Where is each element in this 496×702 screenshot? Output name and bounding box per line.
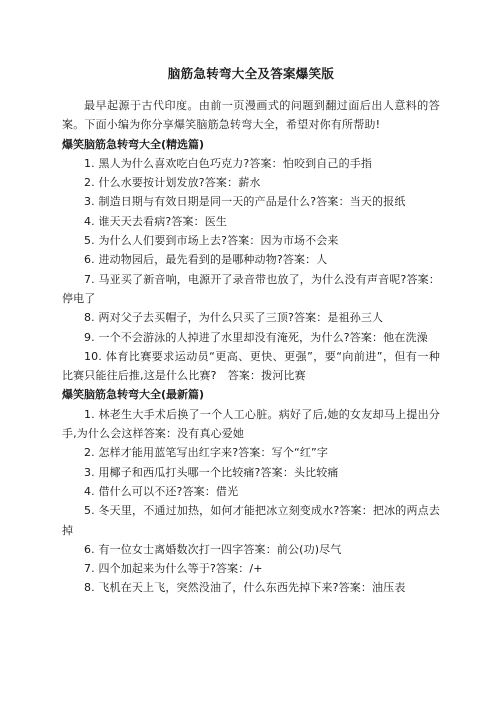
list-item: 1. 黑人为什么喜欢吃白色巧克力?答案：怕咬到自己的手指 [84,156,373,170]
list-item: 8. 飞机在天上飞，突然没油了，什么东西先掉下来?答案：油压表 [84,581,406,595]
list-item: 2. 什么水要按计划发放?答案：薪水 [84,176,261,190]
list-item: 10. 体育比赛要求运动员“更高、更快、更强”，要“向前进”，但有一种比赛只能往后推,这是什么比赛? 答案：拨河比赛 [62,349,440,383]
list-item: 1. 林老生大手术后换了一个人工心脏。病好了后,她的女友却马上提出分手,为什么会这样答案：没有真心爱她 [62,407,440,441]
list-item: 8. 两对父子去买帽子，为什么只买了三顶?答案：是祖孙三人 [84,311,384,325]
list-item: 7. 马亚买了新音响，电源开了录音带也放了，为什么没有声音呢?答案：停电了 [62,272,440,305]
list-item: 6. 进动物园后，最先看到的是哪种动物?答案：人 [84,253,328,267]
list-item: 6. 有一位女士离婚数次打一四字答案：前公(功)尽气 [84,542,342,556]
list-item: 7. 四个加起来为什么等于?答案：/+ [84,562,263,576]
section-heading: 爆笑脑筋急转弯大全(最新篇) [62,388,205,402]
section-featured [62,135,440,386]
list-item: 4. 谁天天去看病?答案：医生 [84,214,228,228]
list-item: 2. 怎样才能用蓝笔写出红字来?答案：写个“红”字 [84,446,328,460]
list-item: 3. 用椰子和西瓜打头哪一个比较痛?答案：头比较痛 [84,465,339,479]
document-title: 脑筋急转弯大全及答案爆笑版 [167,66,335,81]
list-item: 9. 一个不会游泳的人掉进了水里却没有淹死，为什么?答案：他在洗澡 [84,330,428,344]
section-latest [62,385,440,597]
list-item: 4. 借什么可以不还?答案：借光 [84,484,239,498]
list-item: 5. 为什么人们要到市场上去?答案：因为市场不会来 [84,234,339,248]
section-heading: 爆笑脑筋急转弯大全(精选篇) [62,137,205,151]
list-item: 3. 制造日期与有效日期是同一天的产品是什么?答案：当天的报纸 [84,195,406,209]
list-item: 5. 冬天里，不通过加热，如何才能把冰立刻变成水?答案：把冰的两点去掉 [62,504,440,537]
intro-paragraph: 最早起源于古代印度。由前一页漫画式的问题到翻过面后出人意料的答案。下面小编为你分享爆笑脑筋急转弯大全，希望对你有所帮助! [62,99,440,132]
